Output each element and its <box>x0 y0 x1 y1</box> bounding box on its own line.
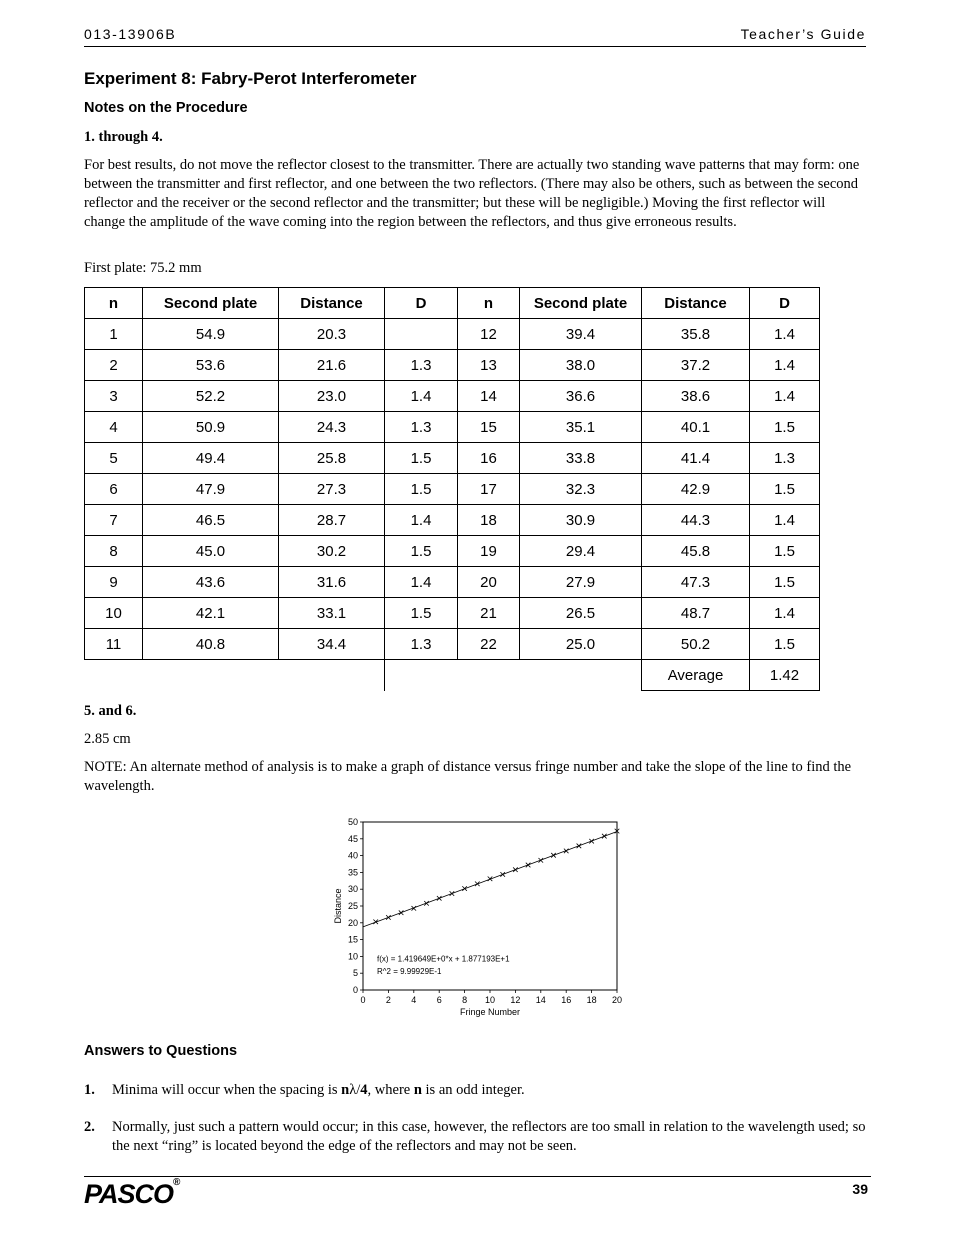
table-cell: 45.0 <box>143 536 279 567</box>
column-header: Distance <box>279 288 385 319</box>
average-value: 1.42 <box>750 660 820 691</box>
r-squared: R^2 = 9.99929E-1 <box>377 966 442 976</box>
table-cell: 1.4 <box>385 567 458 598</box>
table-cell: 1 <box>85 319 143 350</box>
table-cell: 53.6 <box>143 350 279 381</box>
y-axis-label: Distance <box>333 888 343 924</box>
y-tick-label: 15 <box>347 934 358 945</box>
table-cell: 2 <box>85 350 143 381</box>
table-cell: 25.0 <box>520 629 642 660</box>
y-tick-label: 45 <box>347 833 358 844</box>
table-cell: 1.4 <box>750 598 820 629</box>
x-tick-label: 0 <box>360 995 366 1005</box>
table-row <box>85 505 820 536</box>
table-cell: 33.8 <box>520 443 642 474</box>
answers-heading: Answers to Questions <box>84 1043 238 1059</box>
table-row <box>85 412 820 443</box>
table-cell: 23.0 <box>279 381 385 412</box>
doc-number: 013-13906B <box>84 26 177 42</box>
table-cell: 3 <box>85 381 143 412</box>
y-tick-label: 35 <box>347 867 358 878</box>
table-cell: 27.3 <box>279 474 385 505</box>
table-cell: 35.1 <box>520 412 642 443</box>
answer-2-number: 2. <box>84 1119 95 1135</box>
table-cell: 1.4 <box>750 319 820 350</box>
table-cell: 36.6 <box>520 381 642 412</box>
table-cell: 24.3 <box>279 412 385 443</box>
table-cell: 34.4 <box>279 629 385 660</box>
note-text: NOTE: An alternate method of analysis is to make a graph of distance versus fringe number and take the slope of the line to find the wavelength. <box>84 759 852 794</box>
column-header: n <box>85 288 143 319</box>
table-row <box>85 381 820 412</box>
y-tick-label: 20 <box>347 917 358 928</box>
fit-equation: f(x) = 1.419649E+0*x + 1.877193E+1 <box>377 954 510 964</box>
step-1-4-label: 1. through 4. <box>84 129 163 145</box>
first-plate-value: First plate: 75.2 mm <box>84 260 202 276</box>
table-cell: 1.5 <box>385 443 458 474</box>
y-tick-label: 25 <box>347 901 358 911</box>
pasco-logo: PASCO® <box>84 1177 181 1209</box>
table-cell: 1.5 <box>385 536 458 567</box>
x-tick-label: 12 <box>510 995 521 1005</box>
table-row <box>85 598 820 629</box>
page-number: 39 <box>852 1181 868 1197</box>
table-cell: 25.8 <box>279 443 385 474</box>
table-cell: 16 <box>458 443 520 474</box>
x-tick-label: 8 <box>462 995 468 1005</box>
table-cell: 21 <box>458 598 520 629</box>
table-cell: 1.5 <box>750 567 820 598</box>
table-cell: 43.6 <box>143 567 279 598</box>
fringe-data-table <box>84 287 820 691</box>
answer-1-number: 1. <box>84 1082 95 1098</box>
table-cell: 37.2 <box>642 350 750 381</box>
table-header-row <box>85 288 820 319</box>
table-cell: 1.4 <box>750 381 820 412</box>
table-cell: 44.3 <box>642 505 750 536</box>
column-header: Second plate <box>520 288 642 319</box>
y-tick-label: 40 <box>347 850 358 861</box>
x-tick-label: 16 <box>561 995 572 1005</box>
table-cell: 1.5 <box>750 412 820 443</box>
table-cell: 20 <box>458 567 520 598</box>
table-cell: 38.0 <box>520 350 642 381</box>
x-tick-label: 14 <box>535 995 546 1005</box>
table-cell: 4 <box>85 412 143 443</box>
table-cell: 22 <box>458 629 520 660</box>
table-cell: 11 <box>85 629 143 660</box>
table-cell: 26.5 <box>520 598 642 629</box>
table-row <box>85 319 820 350</box>
table-cell: 31.6 <box>279 567 385 598</box>
table-cell: 1.4 <box>385 381 458 412</box>
y-tick-label: 5 <box>352 968 358 979</box>
page-header <box>84 26 866 47</box>
page-footer <box>84 1176 871 1209</box>
table-cell: 5 <box>85 443 143 474</box>
table-cell: 50.2 <box>642 629 750 660</box>
table-cell: 21.6 <box>279 350 385 381</box>
table-cell: 1.5 <box>750 536 820 567</box>
table-cell: 8 <box>85 536 143 567</box>
table-cell: 42.1 <box>143 598 279 629</box>
table-cell: 28.7 <box>279 505 385 536</box>
table-cell: 14 <box>458 381 520 412</box>
table-cell: 19 <box>458 536 520 567</box>
table-cell: 1.3 <box>750 443 820 474</box>
y-tick-label: 50 <box>347 817 358 827</box>
column-header: D <box>385 288 458 319</box>
table-cell: 10 <box>85 598 143 629</box>
table-cell: 1.5 <box>750 474 820 505</box>
procedure-heading: Notes on the Procedure <box>84 100 248 116</box>
table-cell <box>385 319 458 350</box>
table-cell: 12 <box>458 319 520 350</box>
distance-vs-fringe-chart <box>325 812 635 1024</box>
x-tick-label: 4 <box>411 995 417 1005</box>
table-cell: 1.5 <box>385 474 458 505</box>
answer-1-text: Minima will occur when the spacing is nλ/4, where n is an odd integer. <box>112 1082 525 1098</box>
table-cell: 32.3 <box>520 474 642 505</box>
table-cell: 1.5 <box>750 629 820 660</box>
table-cell: 30.9 <box>520 505 642 536</box>
table-cell: 50.9 <box>143 412 279 443</box>
table-cell: 1.4 <box>385 505 458 536</box>
table-cell: 9 <box>85 567 143 598</box>
table-cell: 18 <box>458 505 520 536</box>
x-tick-label: 20 <box>611 995 623 1005</box>
table-cell: 6 <box>85 474 143 505</box>
table-cell: 47.3 <box>642 567 750 598</box>
y-tick-label: 0 <box>352 985 358 995</box>
answer-2-text: Normally, just such a pattern would occur; in this case, however, the reflectors are too small in relation to the wavelength used; so the next “ring” is located beyond the edge of the reflectors and may not be seen. <box>112 1119 866 1154</box>
table-row <box>85 629 820 660</box>
table-row <box>85 443 820 474</box>
table-cell: 54.9 <box>143 319 279 350</box>
table-row <box>85 350 820 381</box>
x-axis-label: Fringe Number <box>459 1007 521 1017</box>
table-cell: 35.8 <box>642 319 750 350</box>
table-row <box>85 474 820 505</box>
table-cell: 1.4 <box>750 505 820 536</box>
step-1-4-text: For best results, do not move the reflector closest to the transmitter. There are actually two standing wave patterns that may form: one between the transmitter and first reflector, and one between the two reflectors. (There may also be others, such as between the second reflector and the receiver or the second reflector and the transmitter; but these will be negligible.) Moving the first reflector will change the amplitude of the wave coming into the region between the reflectors, and thus give erroneous results. <box>84 157 860 230</box>
table-cell: 13 <box>458 350 520 381</box>
average-label: Average <box>642 660 750 691</box>
step-5-6-value: 2.85 cm <box>84 731 131 747</box>
table-cell: 1.3 <box>385 412 458 443</box>
table-cell: 17 <box>458 474 520 505</box>
step-5-6-label: 5. and 6. <box>84 703 137 719</box>
table-cell: 40.8 <box>143 629 279 660</box>
table-cell: 42.9 <box>642 474 750 505</box>
table-cell: 48.7 <box>642 598 750 629</box>
table-cell: 39.4 <box>520 319 642 350</box>
average-row <box>85 660 820 691</box>
table-cell: 29.4 <box>520 536 642 567</box>
experiment-title: Experiment 8: Fabry-Perot Interferometer <box>84 69 417 88</box>
table-cell: 7 <box>85 505 143 536</box>
table-row <box>85 536 820 567</box>
table-cell: 30.2 <box>279 536 385 567</box>
table-cell: 40.1 <box>642 412 750 443</box>
plot-frame <box>363 822 617 990</box>
table-cell: 1.5 <box>385 598 458 629</box>
table-cell: 38.6 <box>642 381 750 412</box>
y-tick-label: 10 <box>347 951 358 962</box>
table-row <box>85 567 820 598</box>
column-header: Second plate <box>143 288 279 319</box>
guide-title: Teacher’s Guide <box>740 26 866 42</box>
column-header: Distance <box>642 288 750 319</box>
table-cell: 15 <box>458 412 520 443</box>
table-cell: 47.9 <box>143 474 279 505</box>
y-tick-label: 30 <box>347 884 358 895</box>
column-header: D <box>750 288 820 319</box>
table-cell: 52.2 <box>143 381 279 412</box>
table-cell: 1.3 <box>385 350 458 381</box>
x-tick-label: 2 <box>385 995 391 1005</box>
table-cell: 1.4 <box>750 350 820 381</box>
table-cell: 27.9 <box>520 567 642 598</box>
table-cell: 41.4 <box>642 443 750 474</box>
x-tick-label: 10 <box>484 995 496 1005</box>
table-cell: 33.1 <box>279 598 385 629</box>
table-cell: 45.8 <box>642 536 750 567</box>
table-cell: 46.5 <box>143 505 279 536</box>
table-cell: 49.4 <box>143 443 279 474</box>
x-tick-label: 18 <box>586 995 597 1005</box>
x-tick-label: 6 <box>436 995 442 1005</box>
column-header: n <box>458 288 520 319</box>
table-cell: 20.3 <box>279 319 385 350</box>
table-cell: 1.3 <box>385 629 458 660</box>
